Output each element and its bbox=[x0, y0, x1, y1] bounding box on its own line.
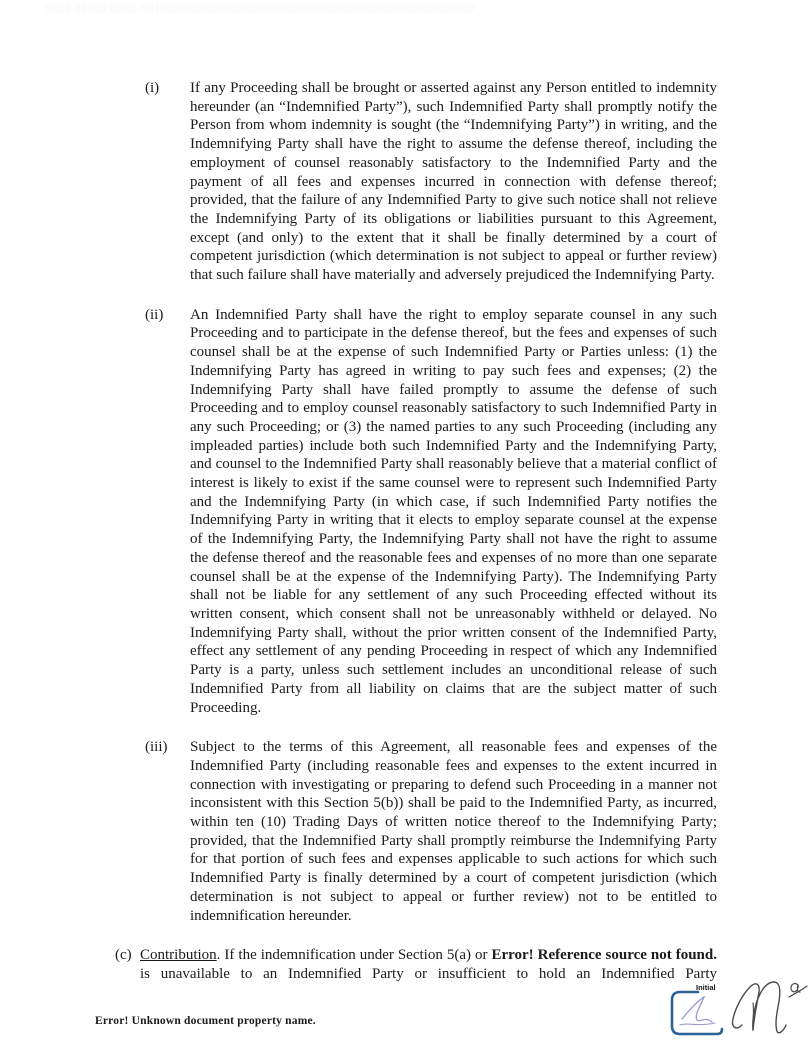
paragraph-c-text bbox=[140, 946, 717, 983]
footer-error-text: Error! Unknown document property name. bbox=[95, 1015, 316, 1027]
list-item-i bbox=[145, 79, 717, 306]
signature-m-right-stroke bbox=[753, 982, 786, 1033]
initial-scribble-icon bbox=[682, 997, 712, 1022]
list-item-text: An Indemnified Party shall have the right to employ separate counsel in any such Proceeding and to participate in the defense thereof, but the fees and expenses of such counsel shall be at the expense of such Indemnified Party or Parties unless: (1) the Indemnifying Party has agreed in writing to pay such fees and expenses; (2) the Indemnifying Party shall have failed promptly to assume the defense of such Proceeding and to employ counsel reasonably satisfactory to such Indemnified Party in any such Proceeding; or (3) the named parties to any such Proceeding (including any impleaded parties) include both such Indemnified Party and the Indemnifying Party, and counsel to the Indemnified Party shall reasonably believe that a material conflict of interest is likely to exist if the same counsel were to represent such Indemnified Party and the Indemnifying Party (in which case, if such Indemnified Party notifies the Indemnifying Party in writing that it elects to employ separate counsel at the expense of the Indemnifying Party, the Indemnifying Party shall not have the right to assume the defense thereof and the reasonable fees and expenses of no more than one separate counsel shall be at the expense of the Indemnifying Party). The Indemnifying Party shall not be liable for any settlement of any such Proceeding effected without its written consent, which consent shall not be unreasonably withheld or delayed. No Indemnifying Party shall, without the prior written consent of the Indemnified Party, effect any settlement of any pending Proceeding in respect of which any Indemnified Party is a party, unless such settlement includes an unconditional release of such Indemnified Party from all liability on claims that are the subject matter of such Proceeding. bbox=[190, 306, 717, 716]
initial-scribble-flourish bbox=[680, 1023, 715, 1025]
faint-filing-stamp: ░░░░ ░░░░░ ░░░░ ░░ ░░░░░░░░░░░░░░░░░░░░░░░░░░░░░░░░░░░░░░░░░░░░░░░░ bbox=[45, 4, 477, 13]
document-body bbox=[115, 79, 717, 984]
list-item-number: (iii) bbox=[145, 739, 168, 756]
initial-label: Initial bbox=[696, 983, 716, 992]
list-item-number: (ii) bbox=[145, 306, 164, 323]
paragraph-c-contribution bbox=[115, 946, 717, 983]
list-item-text: Subject to the terms of this Agreement, all reasonable fees and expenses of the Indemnified Party (including reasonable fees and expenses to the extent incurred in connection with investigating or preparing to defend such Proceeding in a manner not inconsistent with this Section 5(b)) shall be paid to the Indemnified Party, as incurred, within ten (10) Trading Days of written notice thereof to the Indemnifying Party; provided, that the Indemnified Party shall promptly reimburse the Indemnifying Party for that portion of such fees and expenses applicable to such actions for which such Indemnified Party is finally determined by a court of competent jurisdiction (which determination is not subject to appeal or further review) not to be entitled to indemnification hereunder. bbox=[190, 739, 717, 924]
reference-error-text: Error! Reference source not found. bbox=[491, 947, 717, 964]
signature-superscript-a bbox=[791, 984, 800, 992]
paragraph-c-text-run: . If the indemnification under Section 5(a) or bbox=[216, 947, 492, 964]
paragraph-c-label: (c) bbox=[115, 947, 132, 964]
paragraph-c-text-run: is unavailable to an Indemnified Party or insufficient to hold an Indemnified Party bbox=[140, 965, 717, 982]
handwritten-initials-icon bbox=[726, 973, 810, 1039]
initial-signature-block bbox=[668, 983, 730, 1043]
list-item-text: If any Proceeding shall be brought or asserted against any Person entitled to indemnity hereunder (an “Indemnified Party”), such Indemnified Party shall promptly notify the Person from whom indemnity is sought (the “Indemnifying Party”) in writing, and the Indemnifying Party shall have the right to assume the defense thereof, including the employment of counsel reasonably satisfactory to the Indemnified Party and the payment of all fees and expenses incurred in connection with defense thereof; provided, that the failure of any Indemnified Party to give such notice shall not relieve the Indemnifying Party of its obligations or liabilities pursuant to this Agreement, except (and only) to the extent that it shall be finally determined by a court of competent jurisdiction (which determination is not subject to appeal or further review) that such failure shall have materially and adversely prejudiced the Indemnifying Party. bbox=[190, 80, 717, 284]
list-item-number: (i) bbox=[145, 80, 160, 96]
list-item-iii bbox=[145, 738, 717, 946]
initial-bracket-icon bbox=[668, 989, 728, 1039]
contribution-underlined-term: Contribution bbox=[140, 947, 217, 964]
list-item-ii bbox=[145, 306, 717, 738]
